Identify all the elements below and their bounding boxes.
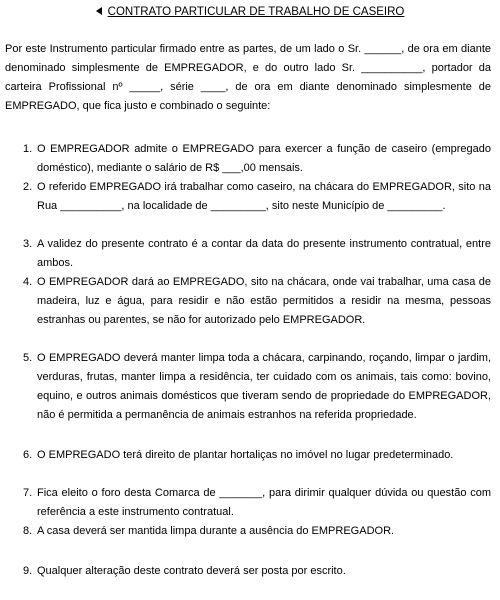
clause-text: A validez do presente contrato é a contar da data do presente instrumento contratual, entre ambos. [37, 238, 491, 269]
intro-paragraph: Por este Instrumento particular firmado entre as partes, de um lado o Sr. ______, de ora em diante denominado simplesmente de EMPREGADOR, e do outro lado Sr. __________, portador da carteira Profissional nº _____, série ____, de ora em diante denominado simplesmente de EMPREGADO, que fica justo e combinado o seguinte: [5, 43, 491, 112]
clause-5 [23, 349, 491, 425]
clause-text: O EMPREGADO deverá manter limpa toda a chácara, carpinando, roçando, limpar o jardim, verduras, frutas, manter limpa a residência, ter cuidado com os animais, tais como: bovino, equino, e outros animais domésticos que tiveram sendo de propriedade do EMPREGADOR, não é permitida a permanência de animais estranhos na referida propriedade. [37, 352, 491, 421]
clause-4 [23, 273, 491, 330]
clause-2 [23, 178, 491, 216]
clause-text: Qualquer alteração deste contrato deverá ser posta por escrito. [37, 565, 346, 577]
left-triangle-icon [96, 7, 102, 15]
clause-1 [23, 140, 491, 178]
clause-number: 9. [23, 565, 33, 577]
clause-text: O EMPREGADO terá direito de plantar hortaliças no imóvel no lugar predeterminado. [37, 449, 454, 461]
clause-9 [23, 562, 491, 581]
clause-text: Fica eleito o foro desta Comarca de _______, para dirimir qualquer dúvida ou questão com referência a este instrumento contratual. [37, 487, 491, 518]
clause-number: 8. [23, 525, 33, 537]
clause-number: 6. [23, 449, 33, 461]
clause-7 [23, 484, 491, 522]
clause-number: 7. [23, 487, 33, 499]
clause-number: 4. [23, 276, 33, 288]
document-title: CONTRATO PARTICULAR DE TRABALHO DE CASEIRO [107, 6, 405, 18]
clause-text: O EMPREGADOR admite o EMPREGADO para exercer a função de caseiro (empregado doméstico), mediante o salário de R$ ___,00 mensais. [37, 143, 491, 174]
clause-6 [23, 446, 491, 465]
clause-text: A casa deverá ser mantida limpa durante a ausência do EMPREGADOR. [37, 525, 395, 537]
clause-number: 2. [23, 181, 33, 193]
clause-number: 1. [23, 143, 33, 155]
clause-number: 3. [23, 238, 33, 250]
clause-number: 5. [23, 352, 33, 364]
clause-text: O referido EMPREGADO irá trabalhar como caseiro, na chácara do EMPREGADOR, sito na Rua __________, na localidade de _________, sito neste Município de _________. [37, 181, 491, 212]
clause-8 [23, 522, 491, 541]
title-row [0, 4, 500, 20]
clause-text: O EMPREGADOR dará ao EMPREGADO, sito na chácara, onde vai trabalhar, uma casa de madeira, luz e água, para residir e não estão permitidos a residir na mesma, pessoas estranhas ou parentes, se não for autorizado pelo EMPREGADOR. [37, 276, 491, 326]
clause-3 [23, 235, 491, 273]
